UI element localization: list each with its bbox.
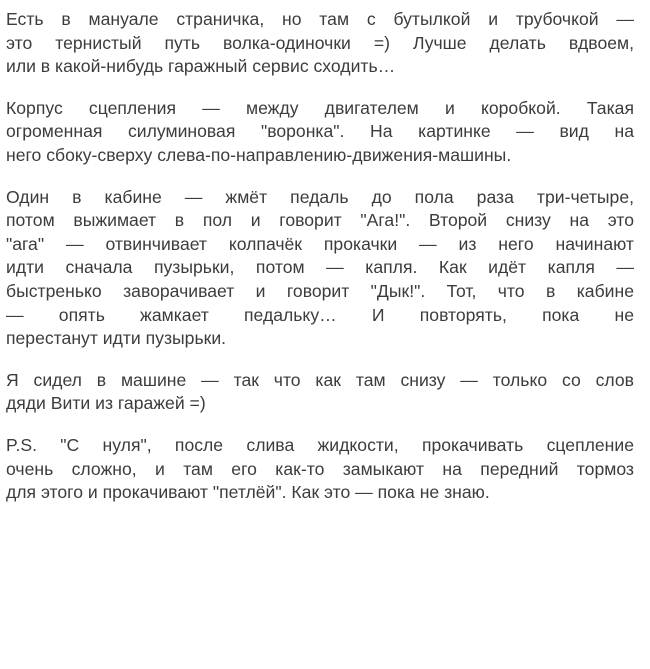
- text-line: перестанут идти пузырьки.: [6, 328, 227, 349]
- text-line: идти сначала пузырьки, потом — капля. Как идёт капля —: [6, 257, 634, 278]
- text-line: Я сидел в машине — так что как там снизу — только со слов: [6, 369, 634, 390]
- paragraph-author-note: [6, 369, 634, 416]
- text-line: быстренько заворачивает и говорит "Дык!". Тот, что в кабине: [6, 280, 634, 301]
- text-line: — опять жамкает педальку… И повторять, пока не: [6, 304, 634, 325]
- text-line: Корпус сцепления — между двигателем и коробкой. Такая: [6, 97, 634, 118]
- text-line: или в какой-нибудь гаражный сервис сходить…: [6, 56, 396, 77]
- article-text: [6, 8, 634, 523]
- text-line: "ага" — отвинчивает колпачёк прокачки — из него начинают: [6, 233, 634, 254]
- text-line: очень сложно, и там его как-то замыкают на передний тормоз: [6, 458, 634, 479]
- text-line: потом выжимает в пол и говорит "Ага!". Второй снизу на это: [6, 210, 634, 231]
- text-line: P.S. "С нуля", после слива жидкости, прокачивать сцепление: [6, 434, 634, 455]
- text-line: Есть в мануале страничка, но там с бутылкой и трубочкой —: [6, 9, 634, 29]
- text-line: огроменная силуминовая "воронка". На картинке — вид на: [6, 121, 634, 142]
- paragraph-clutch-housing: [6, 97, 634, 168]
- text-line: для этого и прокачивают "петлёй". Как это — пока не знаю.: [6, 482, 490, 503]
- text-line: это тернистый путь волка-одиночки =) Лучше делать вдвоем,: [6, 32, 634, 53]
- paragraph-manual: [6, 8, 634, 79]
- text-line: него сбоку-сверху слева-по-направлению-движения-машины.: [6, 144, 512, 165]
- paragraph-bleeding-steps: [6, 186, 634, 351]
- paragraph-ps: [6, 434, 634, 505]
- text-line: Один в кабине — жмёт педаль до пола раза три-четыре,: [6, 186, 634, 207]
- text-line: дяди Вити из гаражей =): [6, 393, 206, 414]
